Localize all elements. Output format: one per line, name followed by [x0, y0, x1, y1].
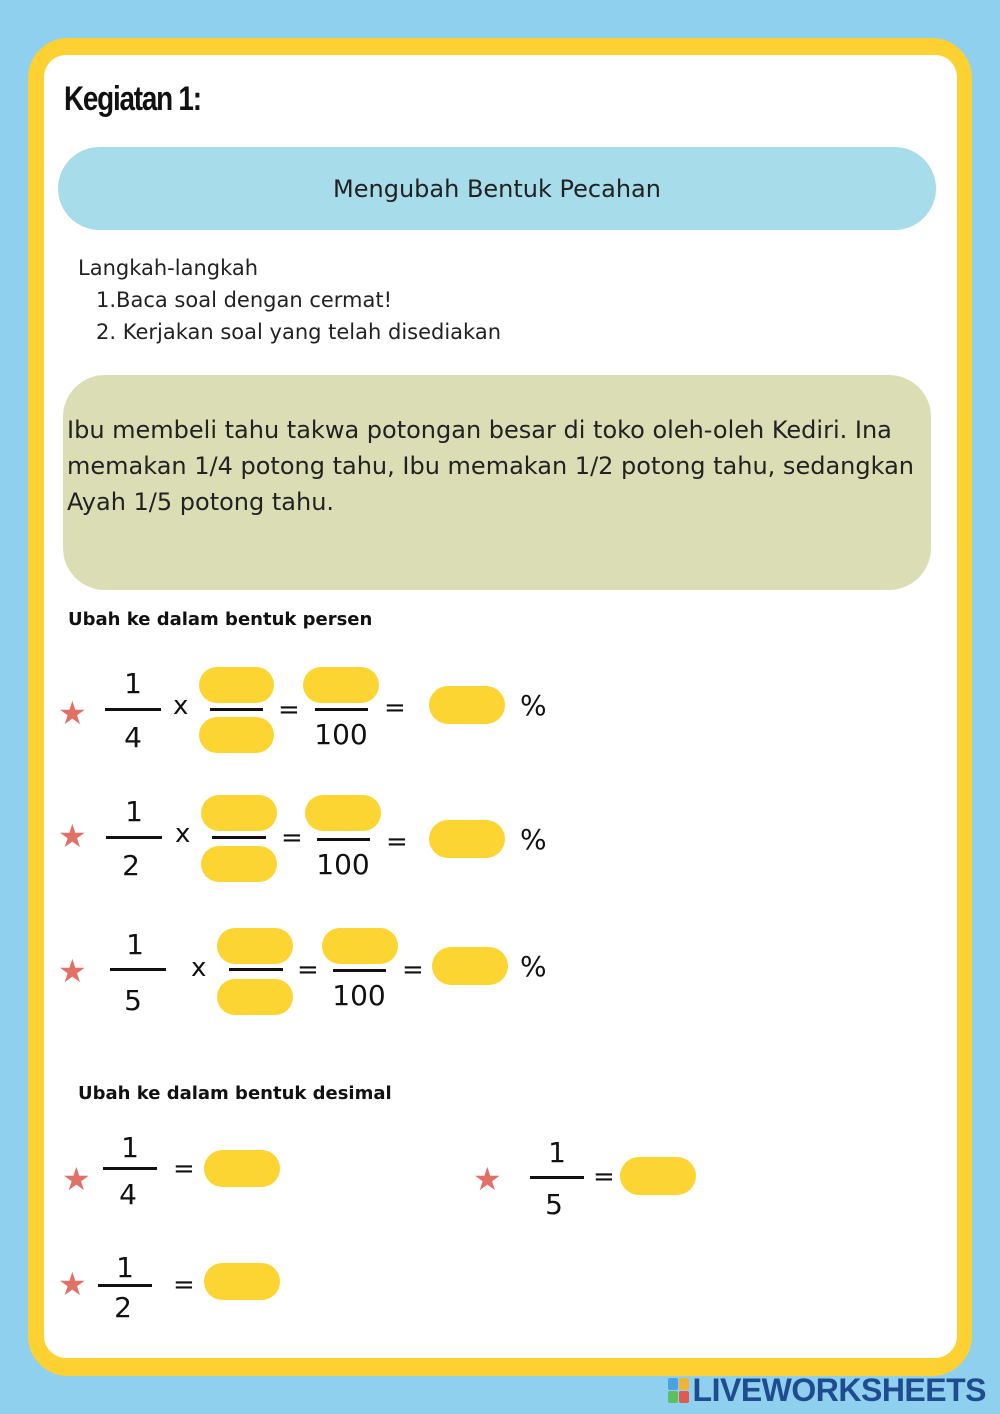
star-icon: ★ [473, 1160, 502, 1198]
fraction-denominator: 4 [119, 1178, 137, 1211]
fraction-bar [333, 969, 386, 972]
decimal-section-label: Ubah ke dalam bentuk desimal [78, 1083, 392, 1104]
brand-name: LIVEWORKSHEETS [692, 1372, 986, 1408]
page-title: Kegiatan 1: [64, 80, 201, 118]
fraction-numerator: 1 [124, 667, 142, 700]
equals-sign: = [278, 695, 300, 725]
steps-heading: Langkah-langkah [78, 256, 259, 280]
fraction-denominator: 5 [545, 1188, 563, 1221]
times-sign: x [175, 819, 191, 849]
step-text: Kerjakan soal yang telah disediakan [122, 320, 502, 344]
story-text: Ibu membeli tahu takwa potongan besar di toko oleh-oleh Kediri. Ina memakan 1/4 potong tahu, Ibu memakan 1/2 potong tahu, sedangkan Ayah 1/5 potong tahu. [67, 416, 914, 516]
answer-box-numerator[interactable] [305, 795, 381, 831]
answer-box-percent[interactable] [429, 820, 505, 858]
fraction-bar [212, 836, 266, 839]
fraction-numerator: 1 [121, 1131, 139, 1164]
equals-sign: = [402, 955, 424, 985]
equals-sign: = [173, 1270, 195, 1300]
hundred-denominator: 100 [314, 718, 368, 751]
fraction-bar [105, 708, 161, 711]
fraction-numerator: 1 [126, 928, 144, 961]
fraction-bar [210, 708, 263, 711]
fraction-denominator: 2 [122, 849, 140, 882]
step-item [96, 320, 501, 344]
fraction-denominator: 5 [124, 984, 142, 1017]
times-sign: x [173, 691, 189, 721]
answer-box-numerator[interactable] [303, 667, 379, 703]
answer-box-decimal[interactable] [620, 1157, 696, 1195]
equals-sign: = [384, 693, 406, 723]
fraction-bar [530, 1176, 584, 1179]
answer-box-denominator[interactable] [217, 979, 293, 1015]
liveworksheets-logo-icon [668, 1378, 689, 1403]
step-number: 1. [96, 288, 117, 312]
fraction-bar [103, 1167, 157, 1170]
hundred-denominator: 100 [332, 979, 386, 1012]
fraction-bar [110, 968, 166, 971]
fraction-numerator: 1 [125, 795, 143, 828]
answer-box-numerator[interactable] [217, 928, 293, 964]
answer-box-percent[interactable] [429, 686, 505, 724]
topic-banner [58, 147, 936, 230]
star-icon: ★ [58, 952, 87, 990]
equals-sign: = [173, 1154, 195, 1184]
star-icon: ★ [62, 1160, 91, 1198]
answer-box-denominator[interactable] [199, 717, 274, 753]
step-text: Baca soal dengan cermat! [116, 288, 393, 312]
answer-box-percent[interactable] [432, 947, 508, 985]
answer-box-numerator[interactable] [199, 667, 274, 703]
equals-sign: = [593, 1162, 615, 1192]
star-icon: ★ [58, 1265, 87, 1303]
times-sign: x [191, 953, 207, 983]
fraction-denominator: 2 [114, 1291, 132, 1324]
percent-sign: % [520, 823, 547, 856]
step-number: 2. [96, 320, 117, 344]
hundred-denominator: 100 [316, 848, 370, 881]
step-item [96, 288, 392, 312]
fraction-bar [317, 838, 370, 841]
equals-sign: = [297, 955, 319, 985]
answer-box-decimal[interactable] [204, 1263, 280, 1300]
answer-box-decimal[interactable] [204, 1150, 280, 1187]
answer-box-denominator[interactable] [201, 846, 277, 882]
percent-sign: % [520, 950, 547, 983]
percent-sign: % [520, 689, 547, 722]
fraction-numerator: 1 [116, 1251, 134, 1284]
fraction-bar [315, 708, 368, 711]
liveworksheets-logo [668, 1372, 986, 1409]
star-icon: ★ [58, 694, 87, 732]
fraction-numerator: 1 [548, 1136, 566, 1169]
fraction-bar [229, 968, 283, 971]
percent-section-label: Ubah ke dalam bentuk persen [68, 609, 373, 630]
topic-banner-label: Mengubah Bentuk Pecahan [333, 174, 661, 203]
answer-box-numerator[interactable] [322, 928, 398, 964]
fraction-bar [106, 836, 162, 839]
answer-box-numerator[interactable] [201, 795, 277, 831]
star-icon: ★ [58, 817, 87, 855]
equals-sign: = [281, 823, 303, 853]
fraction-denominator: 4 [124, 721, 142, 754]
equals-sign: = [386, 827, 408, 857]
fraction-bar [98, 1284, 152, 1287]
